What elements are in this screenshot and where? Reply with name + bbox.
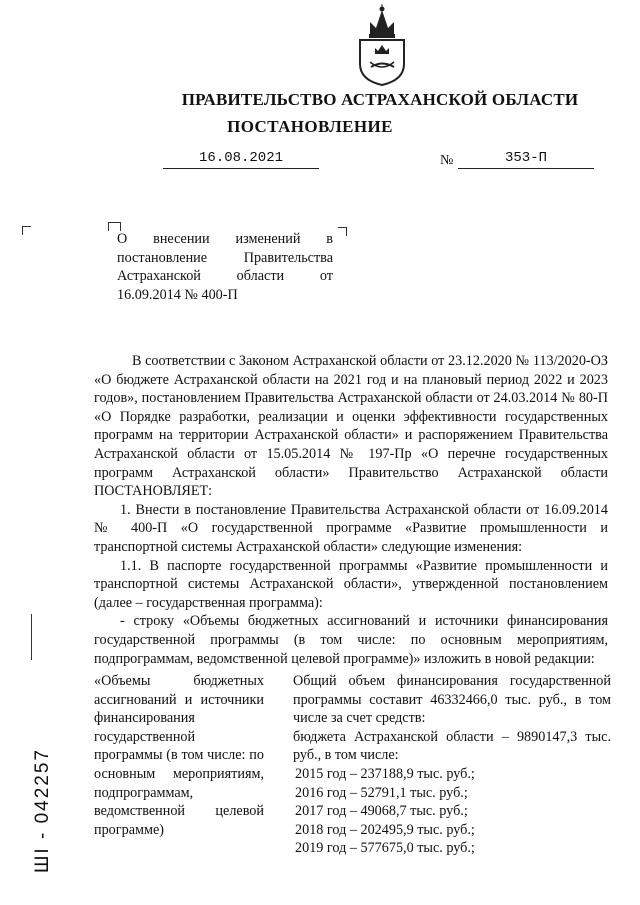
document-type: ПОСТАНОВЛЕНИЕ	[227, 117, 393, 136]
margin-serial-number	[30, 705, 53, 875]
organization-title: ПРАВИТЕЛЬСТВО АСТРАХАНСКОЙ ОБЛАСТИ	[181, 90, 579, 109]
serial-number-text: ШI - 042257	[32, 748, 53, 873]
table-left-cell: «Объемы бюджетных ассигнований и источники финансирования государственной программы (в том числе: по основным мероприятиям, подпрограммам, ведомственной целевой программе)	[94, 673, 264, 838]
body-paragraph-item-1-1: 1.1. В паспорте государственной программы «Развитие промышленности и транспортной системы Астраханской области», утвержденной постановлением (далее – государственная программа):	[94, 557, 608, 611]
funding-year-row: 2019 год – 577675,0 тыс. руб.;	[295, 840, 475, 857]
corner-mark-subject-right	[338, 227, 347, 236]
coat-of-arms-emblem	[356, 4, 408, 86]
body-paragraph-preamble: В соответствии с Законом Астраханской области от 23.12.2020 № 113/2020-ОЗ «О бюджете Астраханской области на 2021 год и на плановый период 2022 и 2023 годов», постановлением Правительства Астраханской области от 24.03.2014 № 80-П «О Порядке разработки, реализации и оценки эффективности государственных программ на территории Астраханской области» и распоряжением Правительства Астраханской области от 15.05.2014 № 197-Пр «О перечне государственных программ Астраханской области» Правительство Астраханской области ПОСТАНОВЛЯЕТ:	[94, 353, 608, 500]
funding-year-row: 2016 год – 52791,1 тыс. руб.;	[295, 784, 468, 801]
funding-year-row: 2015 год – 237188,9 тыс. руб.;	[295, 765, 475, 782]
body-paragraph-amendment: - строку «Объемы бюджетных ассигнований и источники финансирования государственной программы (в том числе: по основным мероприятиям, подпрограммам, ведомственной целевой программе)» изложить в новой редакции:	[94, 613, 608, 667]
funding-year-row: 2018 год – 202495,9 тыс. руб.;	[295, 821, 475, 838]
margin-rule	[31, 614, 32, 660]
document-body	[94, 352, 608, 668]
document-number: 353-П	[458, 150, 594, 169]
document-subject: О внесении изменений в постановление Правительства Астраханской области от 16.09.2014 № 400-П	[117, 231, 333, 303]
number-sign: №	[440, 153, 454, 168]
funding-regional-budget: бюджета Астраханской области – 9890147,3 тыс. руб., в том числе:	[293, 728, 611, 764]
corner-mark-left	[22, 226, 31, 235]
table-right-cell	[293, 672, 611, 858]
funding-year-row: 2017 год – 49068,7 тыс. руб.;	[295, 803, 468, 820]
document-date: 16.08.2021	[163, 150, 319, 169]
funding-intro: Общий объем финансирования государственной программы составит 46332466,0 тыс. руб., в том числе за счет средств:	[293, 673, 611, 727]
body-paragraph-item-1: 1. Внести в постановление Правительства Астраханской области от 16.09.2014 № 400-П «О государственной программе «Развитие промышленности и транспортной системы Астраханской области» следующие изменения:	[94, 501, 608, 555]
